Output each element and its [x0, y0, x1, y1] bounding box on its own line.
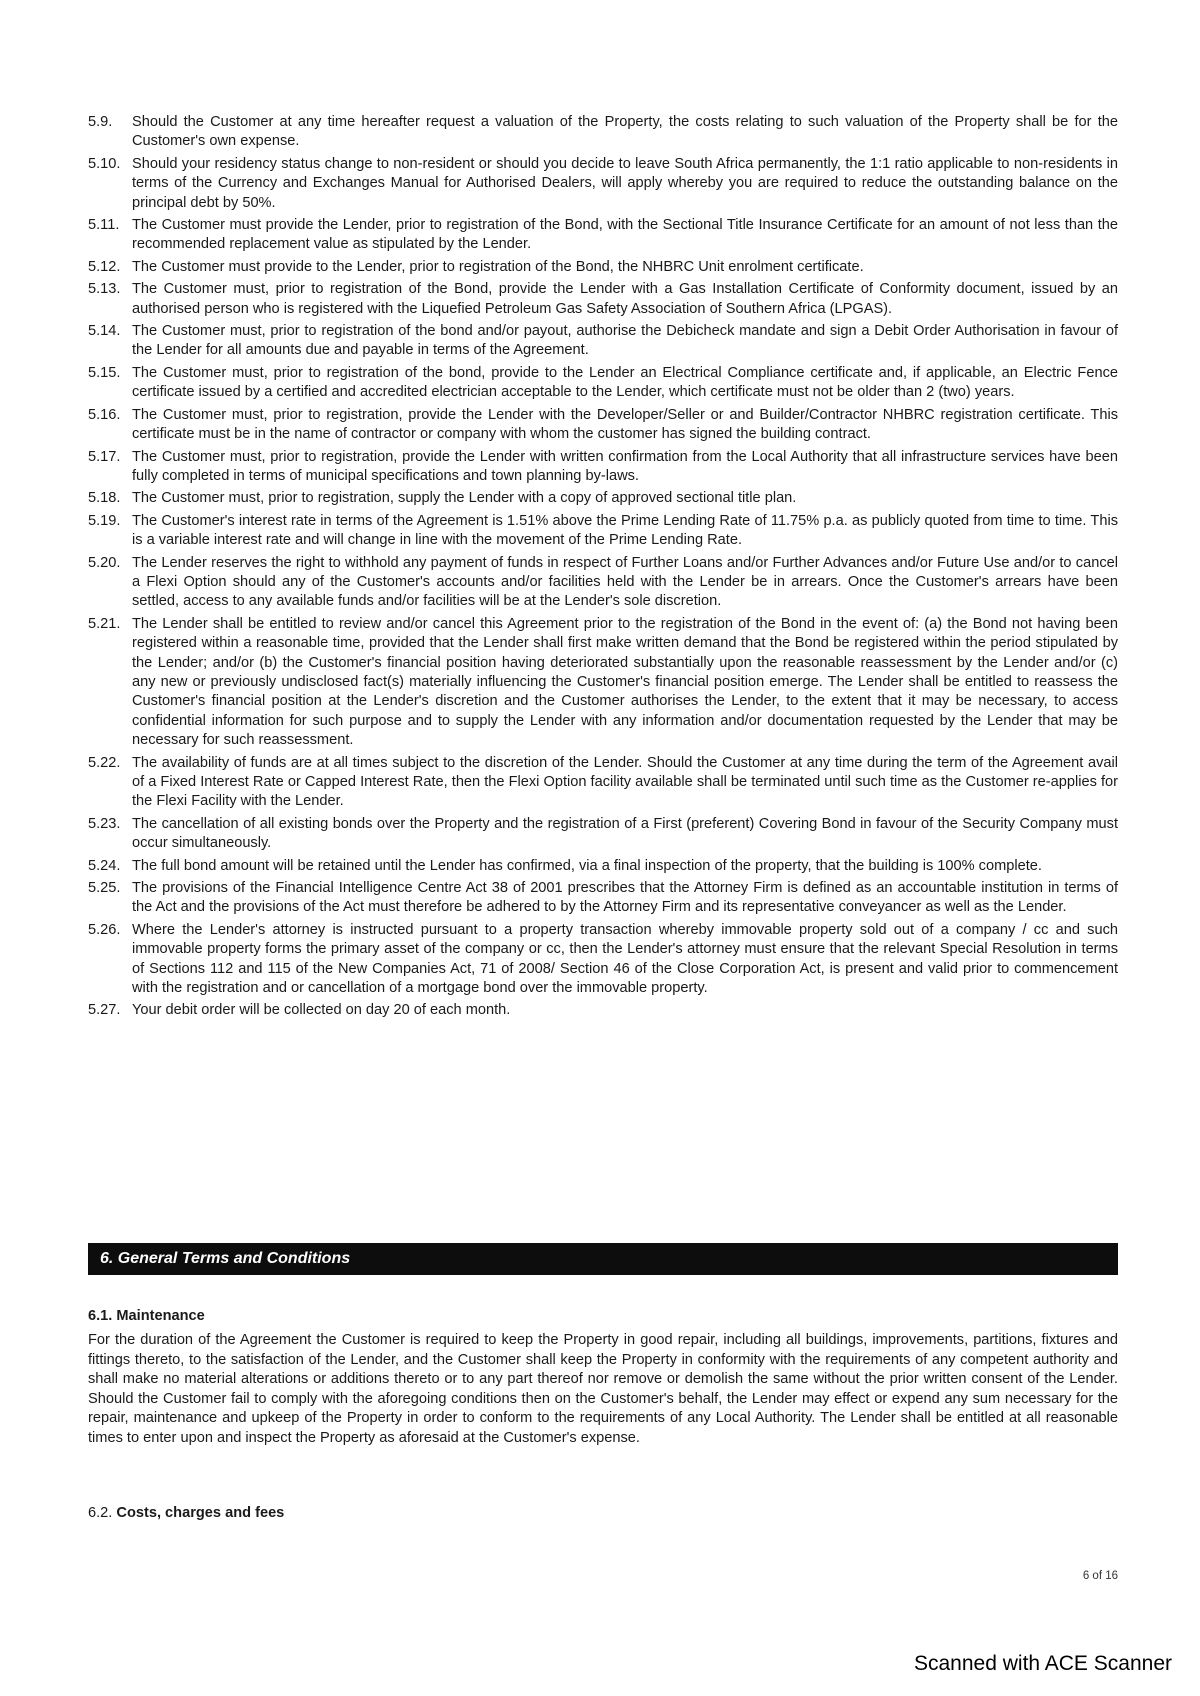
clause-text: The Lender shall be entitled to review and/or cancel this Agreement prior to the registration of the Bond in the event of: (a) the Bond not having been registered within a reasonable time, provided that the Lender shall first make written demand that the Bond be registered within the period stipulated by the Lender; and/or (b) the Customer's financial position having deteriorated substantially upon the reasonable reassessment by the Lender and/or (c) any new or previously undisclosed fact(s) materially influencing the Customer's financial position emerge. The Lender shall be entitled to reassess the Customer's financial position at the Lender's discretion and the Customer authorises the Lender, to the extent that it may be necessary, to access confidential information for such purpose and to supply the Lender with any information and/or documentation requested by the Lender that may be necessary for such reassessment. [132, 615, 1118, 749]
clause-text: Where the Lender's attorney is instructed pursuant to a property transaction whereby immovable property sold out of a company / cc and such immovable property forms the primary asset of the company or cc, then the Lender's attorney must ensure that the relevant Special Resolution in terms of Sections 112 and 115 of the New Companies Act, 71 of 2008/ Section 46 of the Close Corporation Act, is present and valid prior to commencement with the registration and or cancellation of a mortgage bond over the immovable property. [132, 921, 1118, 997]
clause-item [88, 921, 1118, 999]
clause-item [88, 258, 1118, 277]
clause-text: The Lender reserves the right to withhold any payment of funds in respect of Further Loans and/or Further Advances and/or Future Use and/or to cancel a Flexi Option should any of the Customer's accounts and/or facilities held with the Lender be in arrears. Once the Customer's arrears have been settled, access to any available funds and/or facilities will be at the Lender's sole discretion. [132, 554, 1118, 610]
clause-number: 5.10. [88, 155, 121, 172]
clause-text: The cancellation of all existing bonds over the Property and the registration of a First (preferent) Covering Bond in favour of the Security Company must occur simultaneously. [132, 815, 1118, 852]
clause-item [88, 615, 1118, 751]
clause-number: 5.22. [88, 754, 121, 771]
clause-item [88, 364, 1118, 403]
clause-text: The full bond amount will be retained until the Lender has confirmed, via a final inspection of the property, that the building is 100% complete. [132, 857, 1042, 874]
costs-heading [88, 1505, 284, 1521]
clause-number: 5.13. [88, 281, 121, 298]
clause-text: Should your residency status change to non-resident or should you decide to leave South Africa permanently, the 1:1 ratio applicable to non-residents in terms of the Currency and Exchanges Manual for Authorised Dealers, will apply whereby you are required to reduce the outstanding balance on the principal debt by 50%. [132, 155, 1118, 211]
clause-number: 5.16. [88, 406, 121, 423]
section-heading-bar [88, 1243, 1118, 1275]
clause-item [88, 857, 1118, 876]
clause-item [88, 113, 1118, 152]
costs-heading-text: Costs, charges and fees [116, 1505, 285, 1521]
maintenance-paragraph: For the duration of the Agreement the Customer is required to keep the Property in good repair, including all buildings, improvements, partitions, fixtures and fittings thereto, to the satisfaction of the Lender, and the Customer shall keep the Property in conformity with the requirements of any competent authority and shall make no material alterations or additions thereto or to any part thereof nor remove or demolish the same without the prior written consent of the Lender. Should the Customer fail to comply with the aforegoing conditions then on the Customer's behalf, the Lender may effect or expend any sum necessary for the repair, maintenance and upkeep of the Property in order to conform to the requirements of any Local Authority. The Lender shall be entitled at all reasonable times to enter upon and inspect the Property as aforesaid at the Customer's expense. [88, 1332, 1118, 1446]
clause-number: 5.14. [88, 323, 121, 340]
clause-item [88, 216, 1118, 255]
clause-number: 5.24. [88, 857, 121, 874]
clause-list [88, 113, 1118, 1024]
clause-text: The availability of funds are at all times subject to the discretion of the Lender. Should the Customer at any time during the term of the Agreement avail of a Fixed Interest Rate or Capped Interest Rate, then the Flexi Option facility available shall be terminated until such time as the Customer re-applies for the Flexi Facility with the Lender. [132, 754, 1118, 810]
clause-item [88, 879, 1118, 918]
clause-text: The provisions of the Financial Intelligence Centre Act 38 of 2001 prescribes that the Attorney Firm is defined as an accountable institution in terms of the Act and the provisions of the Act must therefore be adhered to by the Attorney Firm and its representative conveyancer as well as the Lender. [132, 880, 1118, 916]
clause-item [88, 512, 1118, 551]
clause-text: Should the Customer at any time hereafter request a valuation of the Property, the costs relating to such valuation of the Property shall be for the Customer's own expense. [132, 114, 1118, 150]
clause-text: The Customer must, prior to registration of the Bond, provide the Lender with a Gas Installation Certificate of Conformity document, issued by an authorised person who is registered with the Liquefied Petroleum Gas Safety Association of Southern Africa (LPGAS). [132, 281, 1118, 317]
clause-text: The Customer must, prior to registration, provide the Lender with the Developer/Seller or and Builder/Contractor NHBRC registration certificate. This certificate must be in the name of contractor or company with whom the customer has signed the building contract. [132, 406, 1118, 443]
clause-number: 5.23. [88, 815, 121, 832]
maintenance-heading: 6.1. Maintenance [88, 1308, 205, 1324]
clause-item [88, 322, 1118, 361]
clause-item [88, 155, 1118, 213]
clause-number: 5.12. [88, 258, 121, 275]
clause-item [88, 1001, 1118, 1020]
clause-number: 5.26. [88, 921, 121, 938]
section-title: 6. General Terms and Conditions [100, 1250, 351, 1267]
clause-item [88, 406, 1118, 445]
costs-heading-number: 6.2. [88, 1505, 113, 1521]
clause-item [88, 754, 1118, 812]
clause-text: The Customer must, prior to registration of the bond and/or payout, authorise the Debicheck mandate and sign a Debit Order Authorisation in favour of the Lender for all amounts due and payable in terms of the Agreement. [132, 323, 1118, 359]
clause-number: 5.18. [88, 490, 121, 507]
clause-number: 5.15. [88, 364, 121, 381]
clause-text: The Customer must, prior to registration, supply the Lender with a copy of approved sectional title plan. [132, 490, 797, 507]
clause-text: The Customer must, prior to registration of the bond, provide to the Lender an Electrical Compliance certificate and, if applicable, an Electric Fence certificate issued by a certified and accredited electrician acceptable to the Lender, which certificate must not be older than 2 (two) years. [132, 364, 1118, 401]
clause-number: 5.17. [88, 448, 121, 465]
clause-number: 5.21. [88, 615, 121, 632]
clause-item [88, 554, 1118, 612]
clause-number: 5.11. [88, 217, 120, 234]
clause-text: The Customer's interest rate in terms of the Agreement is 1.51% above the Prime Lending Rate of 11.75% p.a. as publicly quoted from time to time. This is a variable interest rate and will change in line with the movement of the Prime Lending Rate. [132, 512, 1118, 549]
page-number: 6 of 16 [1082, 1570, 1118, 1582]
clause-number: 5.19. [88, 512, 121, 529]
clause-text: Your debit order will be collected on day 20 of each month. [132, 1002, 511, 1019]
clause-number: 5.27. [88, 1002, 121, 1019]
clause-number: 5.9. [88, 114, 113, 130]
scanner-watermark: Scanned with ACE Scanner [914, 1652, 1172, 1675]
clause-text: The Customer must, prior to registration, provide the Lender with written confirmation from the Local Authority that all infrastructure services have been fully completed in terms of municipal specifications and town planning by-laws. [132, 448, 1118, 484]
clause-text: The Customer must provide the Lender, prior to registration of the Bond, with the Sectional Title Insurance Certificate for an amount of not less than the recommended replacement value as stipulated by the Lender. [132, 217, 1118, 253]
clause-number: 5.20. [88, 554, 121, 571]
clause-item [88, 448, 1118, 487]
clause-number: 5.25. [88, 880, 121, 897]
clause-item [88, 489, 1118, 508]
clause-text: The Customer must provide to the Lender, prior to registration of the Bond, the NHBRC Unit enrolment certificate. [132, 258, 864, 275]
clause-item [88, 280, 1118, 319]
clause-item [88, 815, 1118, 854]
